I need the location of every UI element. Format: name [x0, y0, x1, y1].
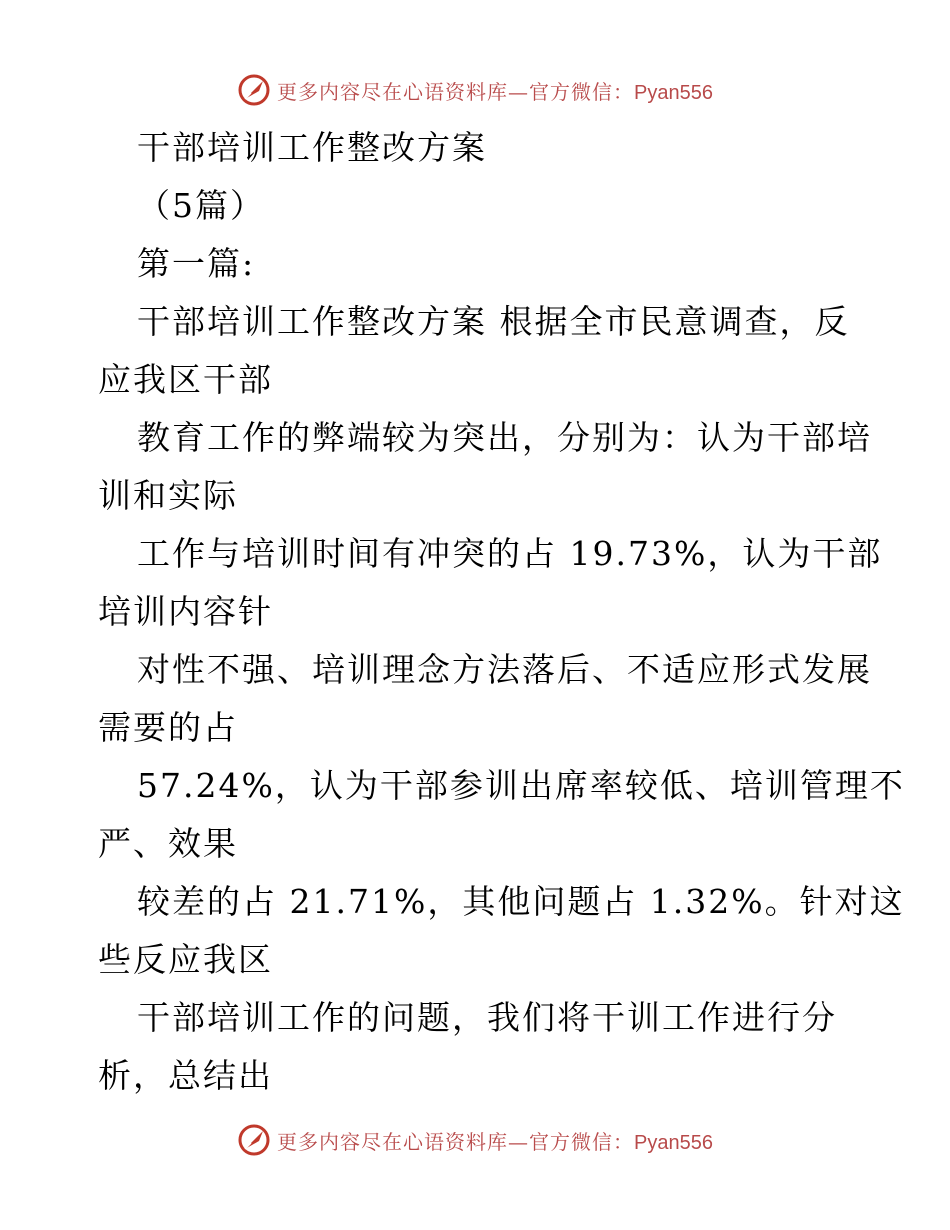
- paragraph-line: 57.24%，认为干部参训出席率较低、培训管理不: [137, 766, 905, 805]
- paragraph-line: 应我区干部: [98, 360, 273, 399]
- paragraph-line: 析，总结出: [98, 1056, 273, 1095]
- watermark-handle: Pyan556: [634, 81, 713, 104]
- paragraph-line: 干部培训工作整改方案 根据全市民意调查，反: [137, 302, 850, 341]
- watermark-label: 更多内容尽在心语资料库—官方微信：: [277, 79, 635, 104]
- watermark-banner-top: [0, 70, 950, 110]
- watermark-text: [277, 76, 713, 105]
- section-heading: 第一篇:: [137, 244, 256, 283]
- paragraph-line: 些反应我区: [98, 940, 273, 979]
- doc-title: 干部培训工作整改方案: [137, 128, 487, 167]
- paragraph-line: 需要的占: [98, 708, 238, 747]
- watermark-text: [277, 1126, 713, 1155]
- paragraph-line: 干部培训工作的问题，我们将干训工作进行分: [137, 998, 837, 1037]
- doc-subtitle: （5篇）: [137, 186, 265, 225]
- watermark-banner-bottom: [0, 1120, 950, 1160]
- paragraph-line: 较差的占 21.71%，其他问题占 1.32%。针对这: [137, 882, 905, 921]
- quill-logo-icon: [237, 73, 271, 107]
- paragraph-line: 教育工作的弊端较为突出，分别为：认为干部培: [137, 418, 872, 457]
- paragraph-line: 工作与培训时间有冲突的占 19.73%，认为干部: [137, 534, 883, 573]
- paragraph-line: 严、效果: [98, 824, 238, 863]
- watermark-label: 更多内容尽在心语资料库—官方微信：: [277, 1129, 635, 1154]
- paragraph-line: 培训内容针: [98, 592, 273, 631]
- quill-logo-icon: [237, 1123, 271, 1157]
- paragraph-line: 对性不强、培训理念方法落后、不适应形式发展: [137, 650, 872, 689]
- paragraph-line: 训和实际: [98, 476, 238, 515]
- watermark-handle: Pyan556: [634, 1131, 713, 1154]
